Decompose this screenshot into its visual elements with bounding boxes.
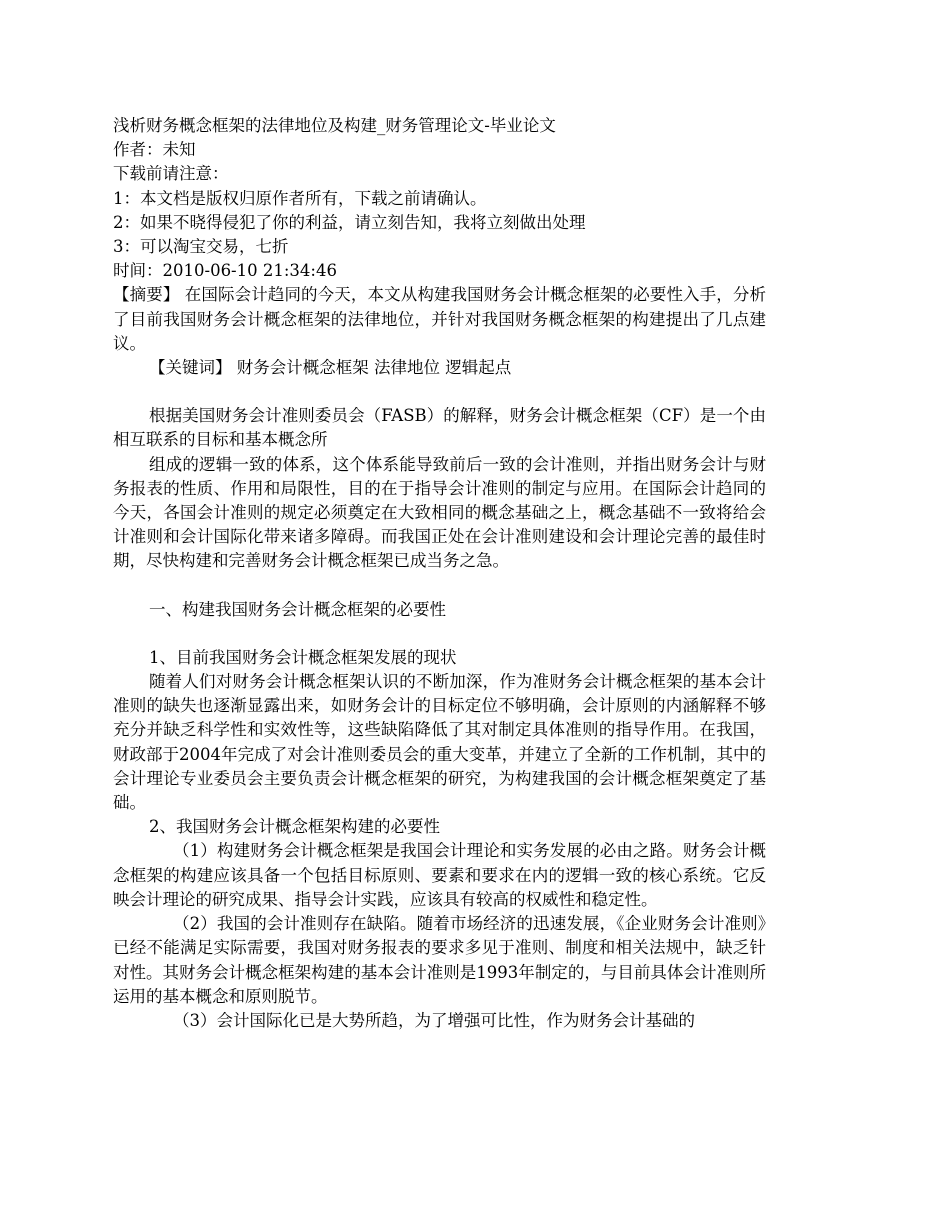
notice-item-2: 2：如果不晓得侵犯了你的利益，请立刻告知，我将立刻做出处理	[113, 212, 586, 232]
author-line: 作者：未知	[113, 140, 196, 160]
subsection-heading-1: 1、目前我国财务会计概念框架发展的现状	[149, 647, 457, 667]
subsection-heading-2: 2、我国财务会计概念框架构建的必要性	[149, 817, 440, 837]
document-title: 浅析财务概念框架的法律地位及构建_财务管理论文-毕业论文	[113, 116, 556, 135]
blank-line	[113, 380, 766, 404]
document-page	[113, 114, 766, 1033]
subsection-1-paragraph: 随着人们对财务会计概念框架认识的不断加深，作为准财务会计概念框架的基本会计准则的缺失也逐渐显露出来，如财务会计的目标定位不够明确，会计原则的内涵解释不够充分并缺乏科学性和实效性等，这些缺陷降低了其对制定具体准则的指导作用。在我国，财政部于2004年完成了对会计准则委员会的重大变革，并建立了全新的工作机制，其中的会计理论专业委员会主要负责会计概念框架的研究，为构建我国的会计概念框架奠定了基础。	[113, 672, 766, 813]
intro-paragraph-1: 根据美国财务会计准则委员会（FASB）的解释，财务会计概念框架（CF）是一个由相互联系的目标和基本概念所	[113, 406, 766, 450]
timestamp: 时间：2010-06-10 21:34:46	[113, 261, 337, 281]
abstract-paragraph: 【摘要】 在国际会计趋同的今天，本文从构建我国财务会计概念框架的必要性入手，分析了目前我国财务会计概念框架的法律地位，并针对我国财务概念框架的构建提出了几点建议。	[113, 285, 766, 353]
keywords-line: 【关键词】 财务会计概念框架 法律地位 逻辑起点	[149, 358, 512, 378]
notice-heading: 下载前请注意：	[113, 164, 229, 184]
blank-line	[113, 622, 766, 646]
point-2-paragraph: （2）我国的会计准则存在缺陷。随着市场经济的迅速发展，《企业财务会计准则》已经不能满足实际需要，我国对财务报表的要求多见于准则、制度和相关法规中，缺乏针对性。其财务会计概念框架构建的基本会计准则是1993年制定的，与目前具体会计准则所运用的基本概念和原则脱节。	[113, 914, 766, 1006]
notice-item-3: 3：可以淘宝交易，七折	[113, 237, 289, 257]
intro-paragraph-2: 组成的逻辑一致的体系，这个体系能导致前后一致的会计准则，并指出财务会计与财务报表的性质、作用和局限性，目的在于指导会计准则的制定与应用。在国际会计趋同的今天，各国会计准则的规定必须奠定在大致相同的概念基础之上，概念基础不一致将给会计准则和会计国际化带来诸多障碍。而我国正处在会计准则建设和会计理论完善的最佳时期，尽快构建和完善财务会计概念框架已成当务之急。	[113, 454, 766, 571]
point-3-paragraph: （3）会计国际化已是大势所趋，为了增强可比性，作为财务会计基础的	[173, 1010, 695, 1030]
section-heading-1: 一、构建我国财务会计概念框架的必要性	[149, 599, 446, 619]
point-1-paragraph: （1）构建财务会计概念框架是我国会计理论和实务发展的必由之路。财务会计概念框架的构建应该具备一个包括目标原则、要素和要求在内的逻辑一致的核心系统。它反映会计理论的研究成果、指导会计实践，应该具有较高的权威性和稳定性。	[113, 841, 766, 909]
blank-line	[113, 574, 766, 598]
notice-item-1: 1：本文档是版权归原作者所有，下载之前请确认。	[113, 188, 487, 208]
